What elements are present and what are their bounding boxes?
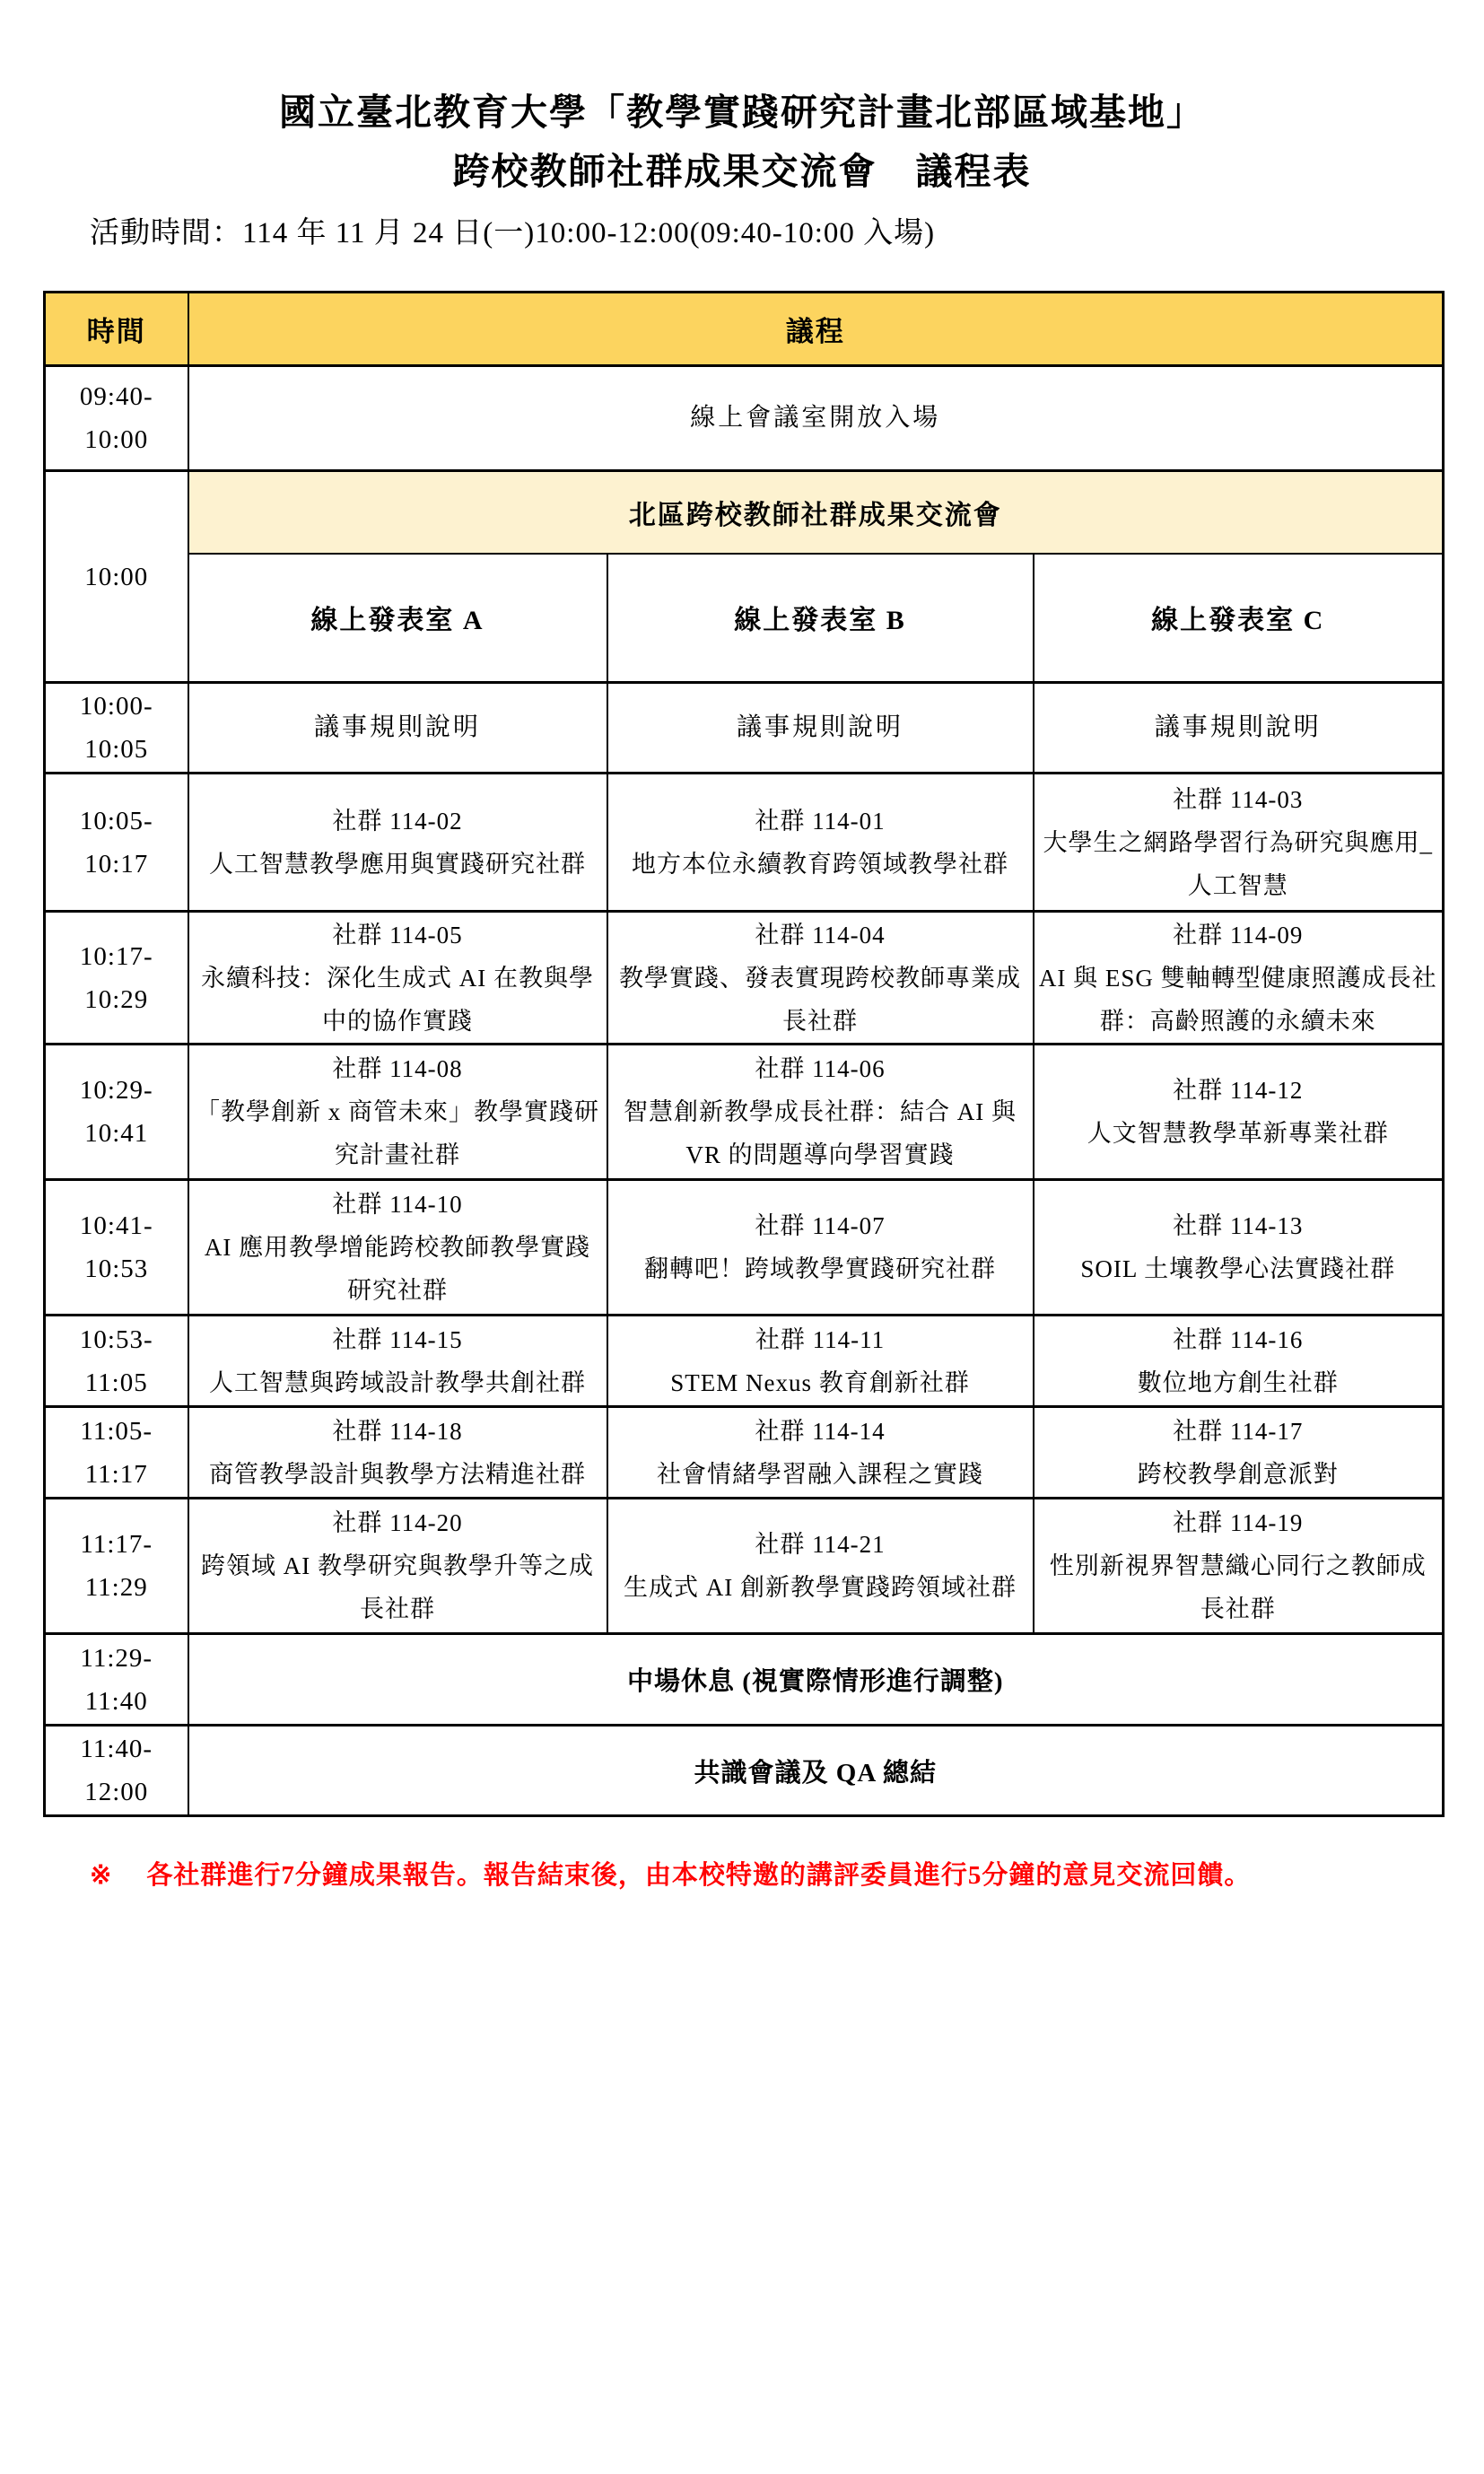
rules-time-cell xyxy=(45,683,188,774)
session-cell-room-c xyxy=(1034,774,1444,912)
session-cell-room-a xyxy=(188,1407,607,1499)
session-cell-room-c xyxy=(1034,1316,1444,1407)
session-cell-room-b xyxy=(607,1407,1034,1499)
session-cell-room-b xyxy=(607,1499,1034,1634)
rules-cell-b: 議事規則說明 xyxy=(607,683,1034,774)
session-title: 數位地方創生社群 xyxy=(1137,1368,1339,1396)
presentation-row xyxy=(45,912,1444,1045)
session-code: 社群 114-04 xyxy=(755,921,886,949)
time-end: 10:53 xyxy=(84,1254,149,1283)
session-title: 生成式 AI 創新教學實踐跨領域社群 xyxy=(624,1574,1017,1601)
session-cell-room-a xyxy=(188,1316,607,1407)
session-cell-room-a xyxy=(188,1045,607,1180)
presentation-time-cell xyxy=(45,1180,188,1316)
session-title: 人文智慧教學革新專業社群 xyxy=(1087,1120,1389,1147)
presentation-time-cell xyxy=(45,1407,188,1499)
session-code: 社群 114-07 xyxy=(755,1212,886,1239)
presentation-time-cell xyxy=(45,1045,188,1180)
session-cell-room-c xyxy=(1034,1407,1444,1499)
session-title: STEM Nexus 教育創新社群 xyxy=(670,1368,970,1396)
session-code: 社群 114-06 xyxy=(755,1055,886,1082)
session-cell-room-c xyxy=(1034,1045,1444,1180)
room-header-a: 線上發表室 A xyxy=(188,554,607,683)
session-title: 跨校教學創意派對 xyxy=(1137,1460,1339,1488)
footnote xyxy=(90,1857,1430,1894)
session-cell-room-b xyxy=(607,1180,1034,1316)
time-start: 11:29- xyxy=(80,1643,153,1673)
session-title: 人工智慧教學應用與實踐研究社群 xyxy=(209,850,586,878)
time-start: 11:17- xyxy=(80,1530,153,1559)
agenda-column-header: 議程 xyxy=(188,293,1444,366)
session-code: 社群 114-02 xyxy=(332,807,463,835)
time-start: 10:00- xyxy=(79,692,153,721)
entry-time-cell xyxy=(45,366,188,471)
session-cell-room-c xyxy=(1034,1180,1444,1316)
rules-cell-c: 議事規則說明 xyxy=(1034,683,1444,774)
session-code: 社群 114-10 xyxy=(332,1191,463,1218)
session-code: 社群 114-12 xyxy=(1173,1077,1304,1104)
break-time-cell xyxy=(45,1634,188,1726)
time-start: 10:05- xyxy=(79,806,153,835)
session-cell-room-a xyxy=(188,1180,607,1316)
document-title-line-2: 跨校教師社群成果交流會 議程表 xyxy=(452,151,1032,192)
session-cell-room-a xyxy=(188,1499,607,1634)
session-cell-room-b xyxy=(607,774,1034,912)
session-title: 社會情緒學習融入課程之實踐 xyxy=(657,1460,983,1488)
presentation-row xyxy=(45,1407,1444,1499)
break-row xyxy=(45,1634,1444,1726)
time-start: 10:53- xyxy=(79,1324,153,1354)
room-header-c: 線上發表室 C xyxy=(1034,554,1444,683)
session-code: 社群 114-05 xyxy=(332,921,463,949)
session-code: 社群 114-18 xyxy=(332,1417,463,1445)
entry-row xyxy=(45,366,1444,471)
session-banner-cell: 北區跨校教師社群成果交流會 xyxy=(188,471,1444,554)
session-title: 商管教學設計與教學方法精進社群 xyxy=(209,1460,586,1488)
presentation-time-cell xyxy=(45,1499,188,1634)
session-code: 社群 114-16 xyxy=(1173,1325,1304,1353)
presentation-rows-body xyxy=(45,774,1444,1634)
presentation-row xyxy=(45,1180,1444,1316)
footnote-text: 各社群進行7分鐘成果報告。報告結束後，由本校特邀的講評委員進行5分鐘的意見交流回饋。 xyxy=(146,1861,1252,1890)
time-start: 10:41- xyxy=(79,1211,153,1240)
agenda-table xyxy=(43,291,1445,1817)
session-title: 地方本位永續教育跨領域教學社群 xyxy=(632,850,1008,878)
session-cell-room-a xyxy=(188,912,607,1045)
time-end: 10:41 xyxy=(84,1119,149,1148)
closing-row xyxy=(45,1726,1444,1816)
time-end: 10:29 xyxy=(84,984,149,1014)
presentation-row xyxy=(45,1045,1444,1180)
session-title: 人工智慧與跨域設計教學共創社群 xyxy=(209,1368,586,1396)
session-title: 跨領域 AI 教學研究與教學升等之成長社群 xyxy=(201,1552,594,1622)
time-end: 11:05 xyxy=(84,1368,148,1397)
session-code: 社群 114-17 xyxy=(1173,1417,1304,1445)
session-title: AI 應用教學增能跨校教師教學實踐研究社群 xyxy=(204,1234,591,1304)
time-start: 09:40- xyxy=(79,382,153,411)
presentation-time-cell xyxy=(45,774,188,912)
session-title: 翻轉吧！跨域教學實踐研究社群 xyxy=(644,1255,996,1282)
presentation-time-cell xyxy=(45,1316,188,1407)
session-cell-room-c xyxy=(1034,912,1444,1045)
closing-text-cell: 共識會議及 QA 總結 xyxy=(188,1726,1444,1816)
session-title: AI 與 ESG 雙軸轉型健康照護成長社群：高齡照護的永續未來 xyxy=(1038,964,1437,1035)
session-title: 教學實踐、發表實現跨校教師專業成長社群 xyxy=(619,964,1021,1035)
document-title-line-1: 國立臺北教育大學「教學實踐研究計畫北部區域基地」 xyxy=(279,92,1205,133)
rules-row xyxy=(45,683,1444,774)
session-code: 社群 114-08 xyxy=(332,1055,463,1082)
session-code: 社群 114-15 xyxy=(332,1325,463,1353)
time-end: 10:00 xyxy=(84,425,149,454)
session-cell-room-a xyxy=(188,774,607,912)
session-title: 永續科技：深化生成式 AI 在教與學中的協作實踐 xyxy=(201,964,594,1035)
time-end: 11:17 xyxy=(84,1459,148,1489)
session-code: 社群 114-01 xyxy=(755,807,886,835)
event-time: 活動時間：114 年 11 月 24 日(一)10:00-12:00(09:40-10:00 入場) xyxy=(90,217,936,249)
closing-time-cell xyxy=(45,1726,188,1816)
time-start: 11:05- xyxy=(80,1416,153,1446)
time-end: 10:05 xyxy=(84,735,149,764)
session-code: 社群 114-19 xyxy=(1173,1509,1304,1536)
session-code: 社群 114-13 xyxy=(1173,1212,1304,1239)
break-text-cell: 中場休息 (視實際情形進行調整) xyxy=(188,1634,1444,1726)
session-code: 社群 114-20 xyxy=(332,1509,463,1536)
time-end: 10:17 xyxy=(84,849,149,879)
session-cell-room-b xyxy=(607,1045,1034,1180)
session-cell-room-c xyxy=(1034,1499,1444,1634)
session-title: 「教學創新 x 商管未來」教學實踐研究計畫社群 xyxy=(196,1098,599,1168)
session-title: 大學生之網路學習行為研究與應用_人工智慧 xyxy=(1043,828,1433,899)
presentation-time-cell xyxy=(45,912,188,1045)
room-header-b: 線上發表室 B xyxy=(607,554,1034,683)
title-block xyxy=(0,0,1484,201)
time-end: 12:00 xyxy=(84,1778,149,1806)
presentation-row xyxy=(45,1316,1444,1407)
session-title: SOIL 土壤教學心法實踐社群 xyxy=(1080,1255,1396,1282)
rooms-header-row xyxy=(45,554,1444,683)
session-code: 社群 114-09 xyxy=(1173,921,1304,949)
entry-text-cell: 線上會議室開放入場 xyxy=(188,366,1444,471)
table-header-row xyxy=(45,293,1444,366)
presentation-row xyxy=(45,774,1444,912)
session-banner-row xyxy=(45,471,1444,554)
rules-cell-a: 議事規則說明 xyxy=(188,683,607,774)
time-end: 11:29 xyxy=(84,1573,148,1602)
footnote-marker: ※ xyxy=(90,1861,113,1890)
time-start: 10:29- xyxy=(79,1076,153,1105)
time-end: 11:40 xyxy=(84,1686,148,1716)
time-start: 10:17- xyxy=(79,941,153,971)
presentation-row xyxy=(45,1499,1444,1634)
agenda-table-tail xyxy=(45,1634,1444,1816)
session-title: 智慧創新教學成長社群：結合 AI 與 VR 的問題導向學習實踐 xyxy=(624,1098,1017,1168)
agenda-table-top xyxy=(45,293,1444,774)
session-cell-room-b xyxy=(607,912,1034,1045)
session-code: 社群 114-14 xyxy=(755,1417,886,1445)
time-start: 11:40- xyxy=(80,1735,153,1763)
time-column-header: 時間 xyxy=(45,293,188,366)
session-time-cell: 10:00 xyxy=(45,471,188,683)
session-code: 社群 114-03 xyxy=(1173,785,1304,813)
session-code: 社群 114-11 xyxy=(755,1325,886,1353)
session-title: 性別新視界智慧織心同行之教師成長社群 xyxy=(1049,1552,1427,1622)
session-code: 社群 114-21 xyxy=(755,1531,886,1558)
session-cell-room-b xyxy=(607,1316,1034,1407)
